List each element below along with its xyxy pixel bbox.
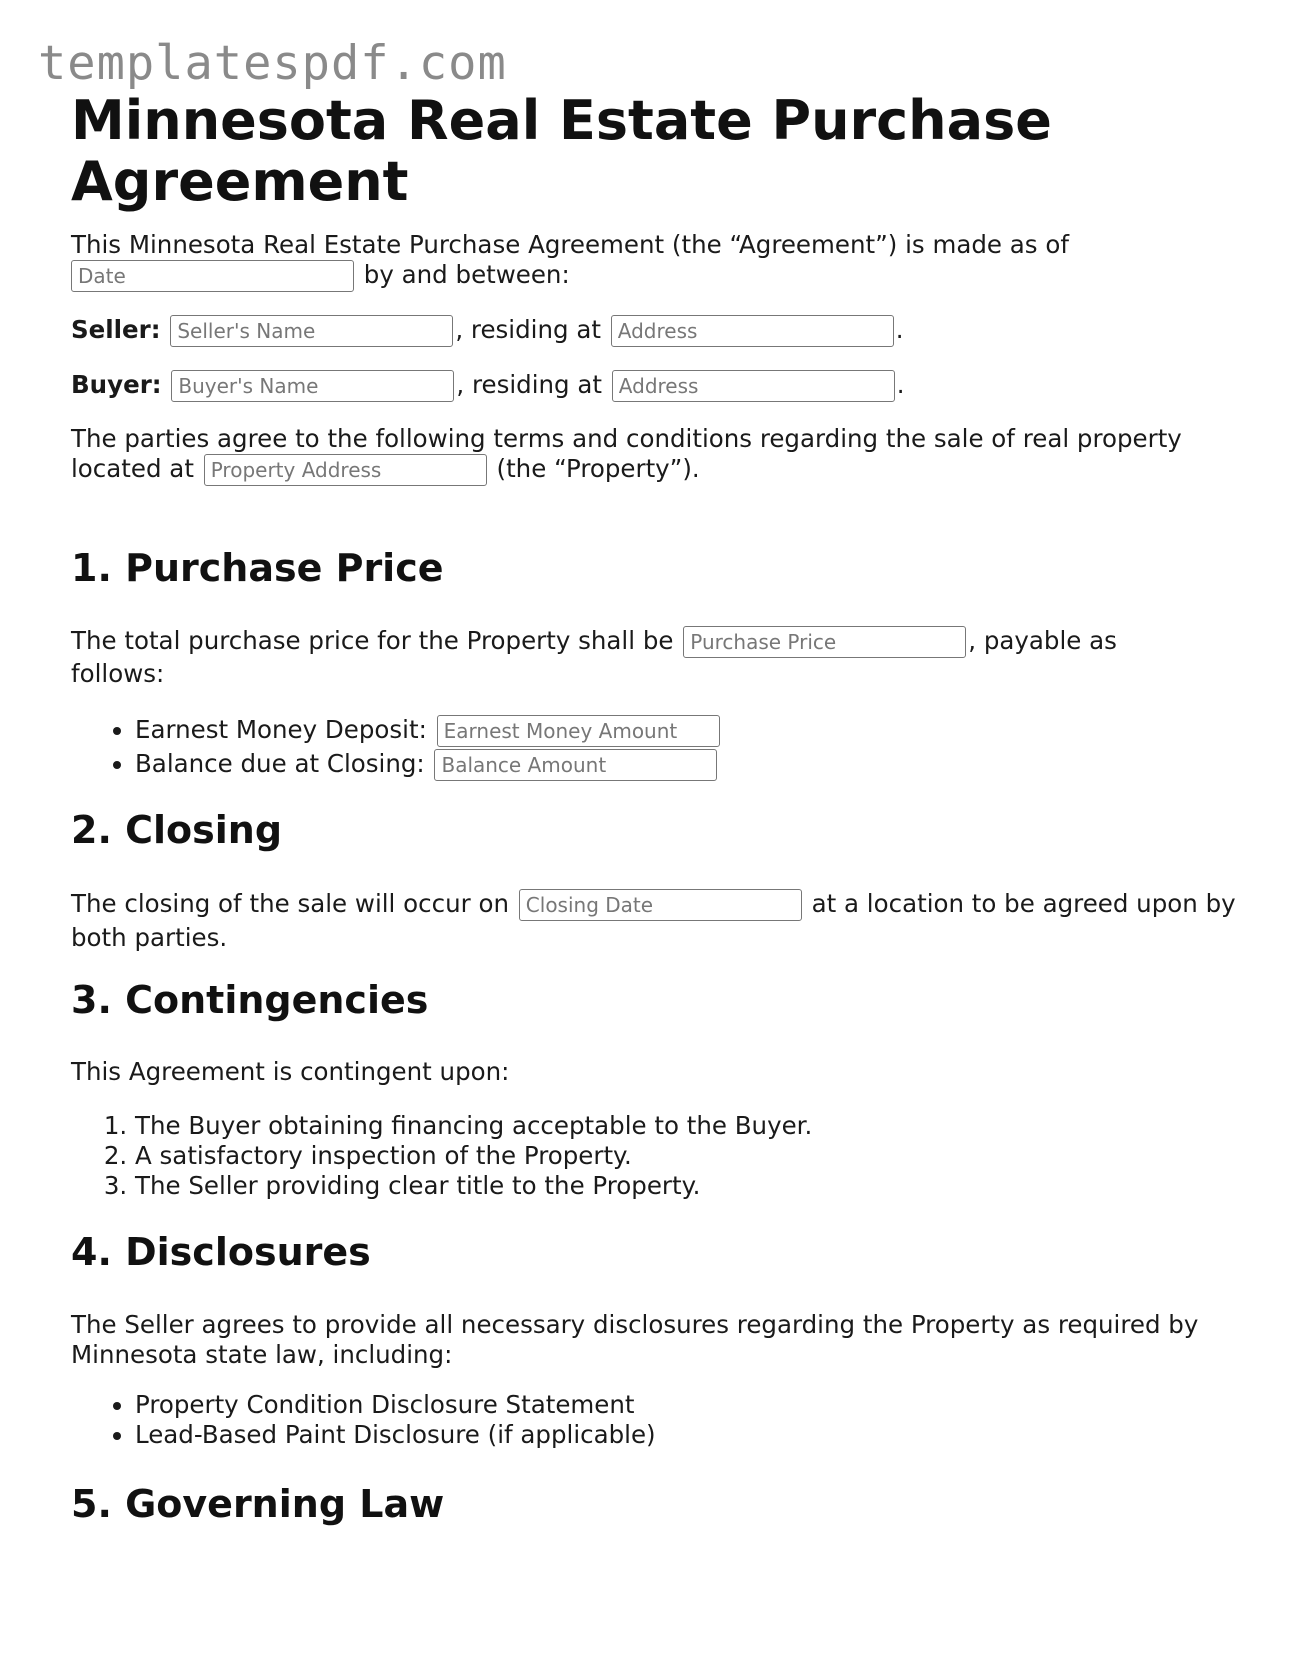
page-title: Minnesota Real Estate Purchase Agreement: [71, 89, 1052, 213]
seller-end: .: [895, 315, 904, 344]
contingencies-list: [71, 1111, 1231, 1201]
list-item: 1. The Buyer obtaining financing acceptable to the Buyer.: [135, 1111, 1231, 1141]
purchase-price-paragraph: [71, 625, 1171, 690]
buyer-address-input[interactable]: [612, 370, 895, 402]
payment-list-block: [71, 713, 1231, 781]
purchase-price-input[interactable]: [683, 626, 966, 658]
list-item: • Property Condition Disclosure Statement: [135, 1390, 1231, 1420]
list-item: 3. The Seller providing clear title to the Property.: [135, 1171, 1231, 1201]
closing-text-after: at a location to be agreed upon by both parties.: [71, 889, 1236, 952]
section-heading-purchase-price: 1. Purchase Price: [71, 546, 444, 590]
purchase-price-text-before: The total purchase price for the Property shall be: [71, 626, 674, 655]
balance-amount-input[interactable]: [434, 749, 717, 781]
intro-text-after: by and between:: [363, 260, 570, 289]
section-heading-governing-law: 5. Governing Law: [71, 1482, 445, 1526]
payment-list: [71, 713, 1231, 781]
agreement-date-input[interactable]: [71, 260, 354, 292]
seller-address-input[interactable]: [611, 315, 894, 347]
contingencies-list-block: [71, 1111, 1231, 1201]
disclosures-list: [71, 1390, 1231, 1450]
section-heading-contingencies: 3. Contingencies: [71, 978, 429, 1022]
seller-residing-text: , residing at: [455, 315, 601, 344]
buyer-label: Buyer:: [71, 370, 162, 399]
contingencies-intro: This Agreement is contingent upon:: [71, 1057, 510, 1086]
property-address-input[interactable]: [204, 454, 487, 486]
disclosures-list-block: [71, 1390, 1231, 1450]
balance-due-label: Balance due at Closing:: [135, 749, 425, 778]
buyer-end: .: [896, 370, 905, 399]
section-heading-disclosures: 4. Disclosures: [71, 1230, 371, 1274]
buyer-residing-text: , residing at: [456, 370, 602, 399]
section-heading-closing: 2. Closing: [71, 808, 283, 852]
purchase-price-text-after: , payable as follows:: [71, 626, 1117, 688]
seller-label: Seller:: [71, 315, 161, 344]
disclosures-intro: The Seller agrees to provide all necessary disclosures regarding the Property as required by Minnesota state law, including:: [71, 1310, 1199, 1369]
closing-date-input[interactable]: [519, 889, 802, 921]
list-item: • Lead-Based Paint Disclosure (if applicable): [135, 1420, 1231, 1450]
parties-paragraph: [71, 424, 1241, 486]
parties-text-after: (the “Property”).: [496, 454, 700, 483]
seller-line: [71, 315, 1231, 347]
buyer-name-input[interactable]: [171, 370, 454, 402]
closing-text-before: The closing of the sale will occur on: [71, 889, 509, 918]
closing-paragraph: [71, 887, 1241, 954]
intro-text-before: This Minnesota Real Estate Purchase Agreement (the “Agreement”) is made as of: [71, 230, 1069, 259]
list-item: [135, 713, 1231, 747]
buyer-line: [71, 370, 1231, 402]
intro-paragraph: [71, 230, 1231, 292]
earnest-money-label: Earnest Money Deposit:: [135, 715, 427, 744]
list-item: 2. A satisfactory inspection of the Property.: [135, 1141, 1231, 1171]
seller-name-input[interactable]: [170, 315, 453, 347]
parties-text-before: The parties agree to the following terms and conditions regarding the sale of real property located at: [71, 424, 1182, 483]
watermark: templatespdf.com: [38, 36, 507, 91]
earnest-money-input[interactable]: [437, 715, 720, 747]
list-item: [135, 747, 1231, 781]
